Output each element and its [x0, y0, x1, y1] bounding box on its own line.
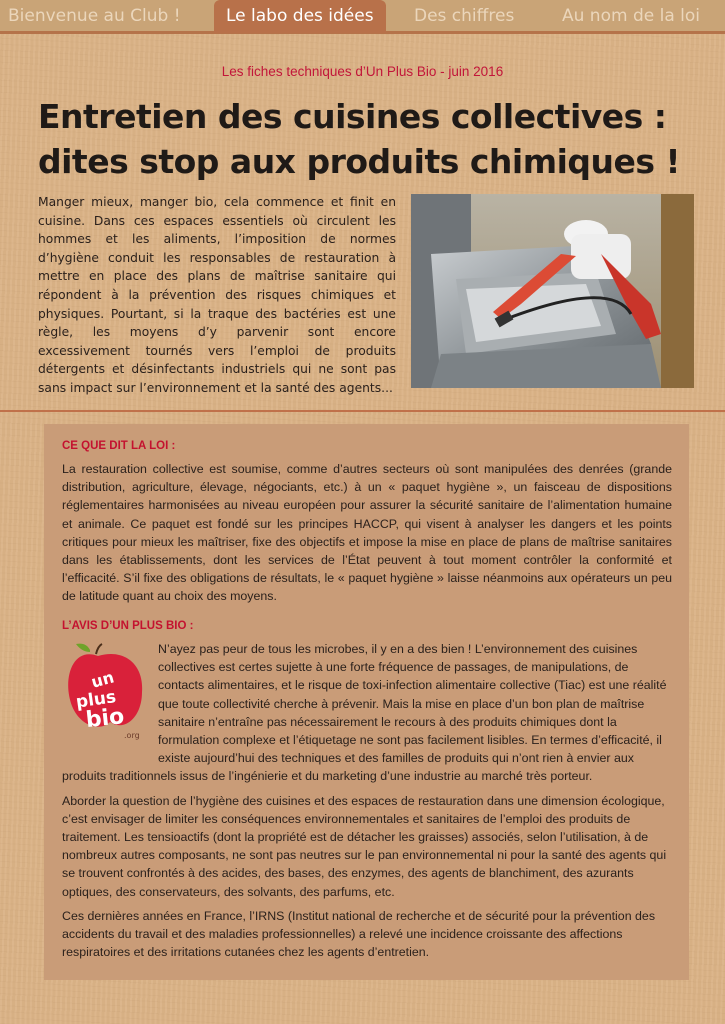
law-text: La restauration collective est soumise, comme d’autres secteurs où sont manipulées des denrées (grande distribution, agriculture, élevage, négociants, etc.) à un « paquet hygiène », un faisceau de dispositions réglementaires harmonisées au niveau européen pour assurer la sécurité sanitaire de l’alimentation humaine et animale. Ce paquet est fondé sur les principes HACCP, qui visent à analyser les dangers et les points critiques pour mieux les maîtriser, fixe des objectifs et impose la mise en place de plans de maîtrise sanitaires dans les établissements, dont les services de l’État peuvent à tout moment contrôler la conformité et l’efficacité. S’il fixe des obligations de résultats, le « paquet hygiène » laisse néanmoins aux opérateurs un peu de latitude quant au choix des moyens.	[62, 462, 672, 604]
avis-paragraph-2: Aborder la question de l’hygiène des cuisines et des espaces de restauration dans une dimension écologique, c’est envisager de limiter les conséquences environnementales et sanitaires de l’emploi des produits de traitement. Les tensioactifs (dont la propriété est de détacher les graisses) associés, selon l’utilisation, à de nombreux autres composants, ne sont pas neutres sur le pan environnemental ni pour la santé des agents qui se trouvent confrontés à des acides, des bases, des enzymes, des agents de blanchiment, des azurants optiques, des conservateurs, des solvants, des parfums, etc.	[62, 793, 667, 899]
page-title	[38, 94, 718, 184]
logo-suffix-org: .org	[124, 731, 140, 740]
avis-paragraph-3: Ces dernières années en France, l’IRNS (Institut national de recherche et de sécurité pour la prévention des accidents du travail et des maladies professionnelles) a relevé une incidence croissante des affections respiratoires et des irritations cutanées chez les agents d’entretien.	[62, 908, 656, 960]
tab-bienvenue[interactable]: Bienvenue au Club !	[8, 6, 181, 26]
top-nav-tabs	[0, 0, 725, 34]
intro-paragraph: Manger mieux, manger bio, cela commence et finit en cuisine. Dans ces espaces essentiels où circulent les hommes et les aliments, l’imposition de normes d’hygiène conduit les responsables de restauration à mettre en place des plans de maîtrise sanitaire qui répondent à la prévention des risques chimiques et physiques. Pourtant, si la traque des bactéries est une règle, les moyens d’y parvenir sont encore excessivement tournés vers l’emploi de produits détergents et désinfectants industriels qui ne sont pas sans impact sur l’environnement et la santé des agents...	[38, 195, 396, 395]
tab-labo-des-idees[interactable]: Le labo des idées	[214, 0, 386, 33]
tab-au-nom-de-la-loi[interactable]: Au nom de la loi	[562, 6, 700, 26]
tab-des-chiffres[interactable]: Des chiffres	[414, 6, 515, 26]
un-plus-bio-logo	[62, 640, 158, 760]
kitchen-photo-illustration	[411, 194, 694, 388]
title-line-2: dites stop aux produits chimiques !	[38, 142, 681, 181]
law-heading: CE QUE DIT LA LOI :	[62, 440, 176, 452]
logo-word-plus: plus	[74, 687, 118, 713]
avis-paragraph-1: N’ayez pas peur de tous les microbes, il y en a des bien ! L’environnement des cuisines collectives est certes sujette à une forte fréquence de passages, de manipulations, de contacts alimentaires, et le risque de toxi-infection alimentaire collective (Tiac) est une réalité que toute collectivité cherche à prévenir. Mais la mise en place d’un bon plan de maîtrise sanitaire n’entraîne pas nécessairement le recours à des produits chimiques dont la formulation complexe et l’étiquetage ne sont pas facilement lisibles. En termes d’efficacité, il existe aujourd’hui des techniques et des familles de produits qui n’ont rien à envier aux produits traditionnels issus de l’ingénierie et du marketing d’une industrie au marché très porteur.	[62, 642, 667, 784]
avis-heading: L’AVIS D’UN PLUS BIO :	[62, 620, 194, 632]
kitchen-cleaning-photo	[411, 194, 694, 388]
title-line-1: Entretien des cuisines collectives :	[38, 97, 667, 136]
section-divider	[0, 410, 725, 412]
logo-word-un: un	[89, 667, 117, 692]
series-subtitle: Les fiches techniques d’Un Plus Bio - juin 2016	[221, 64, 504, 79]
avis-body	[62, 640, 672, 967]
logo-word-bio: bio	[84, 704, 126, 734]
